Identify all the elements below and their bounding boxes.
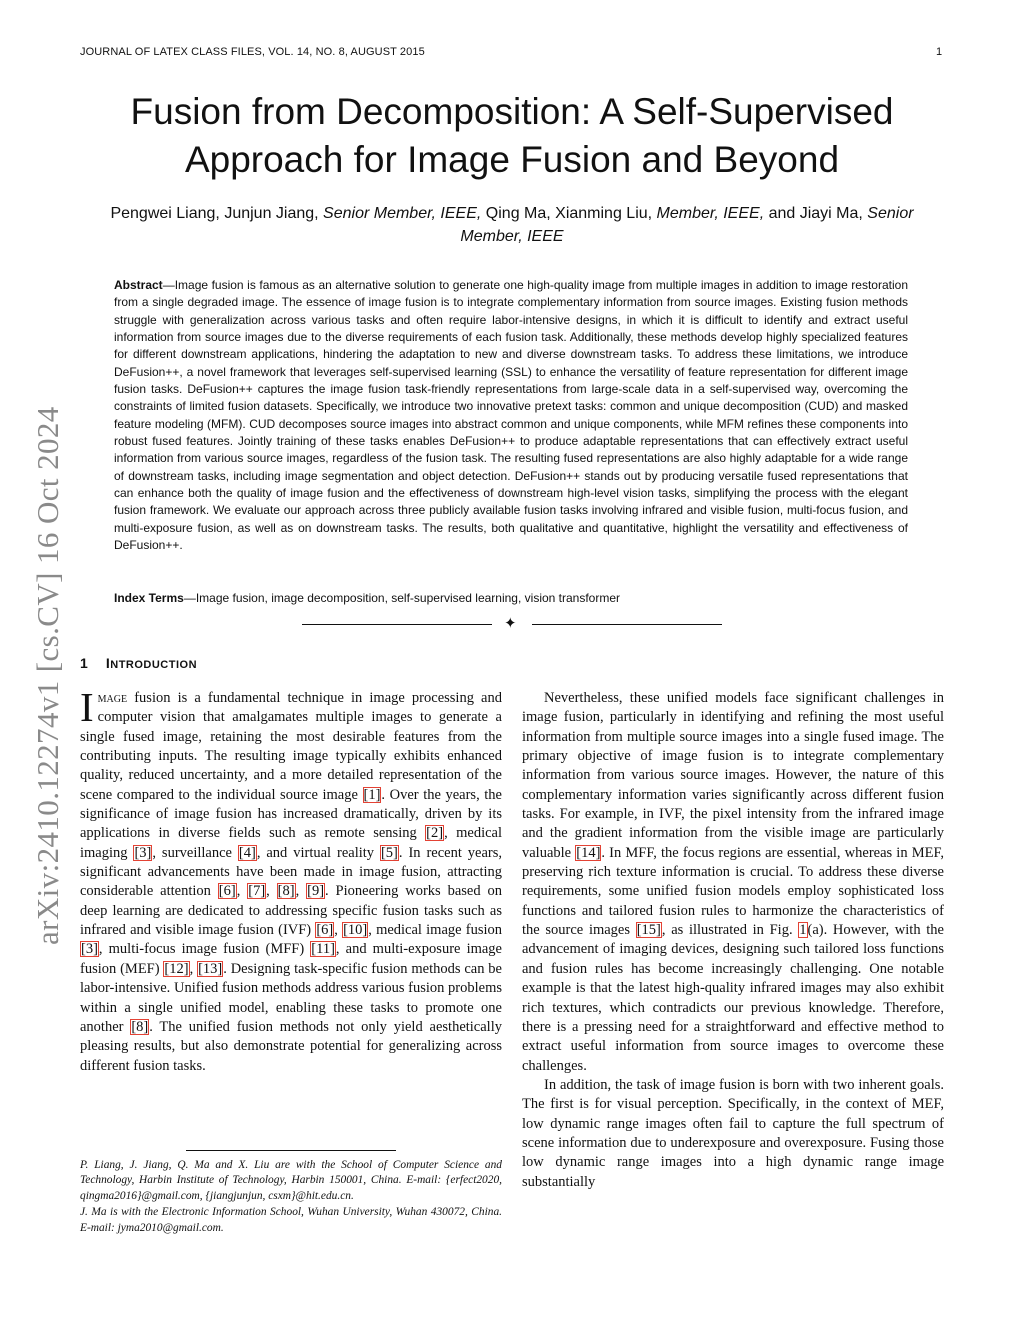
page-number: 1	[936, 46, 943, 58]
author-rank-3: Senior Member, IEEE	[460, 205, 914, 245]
footnote-affiliation-2: J. Ma is with the Electronic Information School, Wuhan University, Wuhan 430072, China. E-mail: jyma2010@gmail.com.	[80, 1206, 502, 1234]
author-list	[80, 202, 944, 248]
citation-link[interactable]: [2]	[426, 825, 444, 842]
citation-link[interactable]: [1]	[363, 786, 381, 803]
section-title-rest: NTRODUCTION	[110, 659, 198, 671]
running-head: JOURNAL OF LATEX CLASS FILES, VOL. 14, NO. 8, AUGUST 2015	[80, 46, 425, 58]
citation-link[interactable]: [6]	[218, 883, 236, 900]
citation-link[interactable]: [8]	[131, 1018, 149, 1035]
citation-link[interactable]: [10]	[343, 922, 368, 939]
index-terms	[114, 590, 908, 607]
section-title-initial: I	[105, 655, 111, 671]
body-text: . In recent years, significant advancements have been made in image fusion, attracting considerable attention	[80, 844, 502, 900]
body-text: ,	[236, 883, 248, 900]
author-rank-2: Member, IEEE,	[656, 205, 765, 222]
citation-link[interactable]: [12]	[164, 960, 189, 977]
citation-link[interactable]: [9]	[307, 883, 325, 900]
body-text: , as illustrated in Fig.	[661, 922, 799, 939]
author-names-3: and Jiayi Ma,	[764, 205, 868, 222]
citation-link[interactable]: [11]	[311, 941, 335, 958]
index-terms-body: —Image fusion, image decomposition, self-supervised learning, vision transformer	[183, 591, 621, 605]
body-column-left	[80, 684, 503, 1076]
separator-rule-left	[302, 624, 492, 625]
footnotes	[80, 1158, 502, 1237]
abstract-body: —Image fusion is famous as an alternative solution to generate one high-quality image from multiple images in addition to image restoration from a single degraded image. The essence of image fusion is to integrate complementary information from source images. Existing fusion methods struggle with generalization across various tasks and often require labor-intensive designs, in which it is difficult to identify and extract useful information from source images due to the diverse requirements of each fusion task. Additionally, these methods develop highly specialized features for different downstream applications, hindering the adaptation to new and diverse downstream tasks. To address these limitations, we introduce DeFusion++, a novel framework that leverages self-supervised learning (SSL) to enhance the versatility of feature representation for different image fusion tasks. DeFusion++ captures the image fusion task-friendly representations from large-scale data in a self-supervised way, overcoming the constraints of limited fusion datasets. Specifically, we introduce two innovative pretext tasks: common and unique decomposition (CUD) and masked feature modeling (MFM). CUD decomposes source images into abstract common and unique components, while MFM refines these components into robust fused features. Jointly training of these tasks enables DeFusion++ to produce adaptable representations that can effectively extract useful information from various source images, regardless of the fusion task. The resulting fused representations are also highly adaptable for a wide range of downstream tasks, including image segmentation and object detection. DeFusion++ stands out by producing versatile fused representations that can enhance both the quality of image fusion and the effectiveness of downstream high-level vision tasks, simplifying the process with the elegant fusion framework. We evaluate our approach across three publicly available fusion tasks involving infrared and visible fusion, multi-focus fusion, and multi-exposure fusion, as well as on downstream tasks. The results, both qualitative and quantitative, highlight the versatility and effectiveness of DeFusion++.	[114, 278, 908, 552]
footnote-affiliation-1: P. Liang, J. Jiang, Q. Ma and X. Liu are with the School of Computer Science and Technology, Harbin Institute of Technology, Harbin 150001, China. E-mail: {erfect2020, qingma2016}@gmail.com, {jiangjunjun, csxm}@hit.edu.cn.	[80, 1159, 502, 1202]
citation-link[interactable]: [14]	[576, 844, 601, 861]
abstract	[114, 277, 908, 554]
body-text: Nevertheless, these unified models face significant challenges in image fusion, particularly in identifying and refining the most useful information from multiple source images into a single fused image. The primary objective of image fusion is to integrate complementary information from various source images. However, the nature of this complementary information varies significantly across different fusion tasks. For example, in IVF, the pixel intensity from the infrared image and the gradient information from the visible image are particularly valuable	[522, 690, 944, 861]
body-text: . Designing task-specific fusion methods can be labor-intensive. Unified fusion methods address various fusion problems within a single unified model, enabling these tasks to promote one another	[80, 960, 502, 1035]
index-terms-label: Index Terms	[114, 591, 184, 605]
body-text: ,	[295, 883, 307, 900]
body-text: . Over the years, the significance of image fusion has increased dramatically, driven by its applications in diverse fields such as remote sensing	[80, 786, 502, 842]
body-text: , surveillance	[152, 844, 238, 861]
body-text: . Pioneering works based on deep learning are dedicated to addressing specific fusion tasks such as infrared and visible image fusion (IVF)	[80, 883, 502, 939]
body-text: , and virtual reality	[256, 844, 380, 861]
author-rank-1: Senior Member, IEEE,	[323, 205, 482, 222]
body-text: . The unified fusion methods not only yield aesthetically pleasing results, but also demonstrate potential for generalizing across different fusion tasks.	[80, 1018, 502, 1074]
body-text: (a). However, with the advancement of imaging devices, designing such tailored loss functions and fusion rules has become increasingly challenging. One notable example is that the latest high-quality infrared images may also exhibit rich textures, which contradicts our previous knowledge. Therefore, there is a pressing need for a straightforward and effective method to extract useful information from source images to overcome these challenges.	[522, 922, 944, 1074]
body-text: , medical image fusion	[368, 922, 503, 939]
body-text: ,	[189, 960, 198, 977]
citation-link[interactable]: [3]	[134, 844, 152, 861]
figure-link[interactable]: 1	[799, 922, 807, 939]
abstract-label: Abstract	[114, 278, 163, 292]
arxiv-identifier-stamp: arXiv:2410.12274v1 [cs.CV] 16 Oct 2024	[30, 406, 65, 945]
section-number: 1	[80, 655, 89, 671]
separator-rule-right	[532, 624, 722, 625]
citation-link[interactable]: [6]	[316, 922, 334, 939]
section-heading	[80, 655, 197, 671]
body-text: fusion is a fundamental technique in image processing and computer vision that amalgamates multiple images to generate a single fused image, retaining the most desirable features from the contributing inputs. The resulting image typically exhibits enhanced quality, reduced uncertainty, and a more detailed representation of the scene compared to the individual source image	[80, 690, 502, 803]
body-column-right	[522, 689, 944, 1192]
lead-in-smallcaps: mage	[97, 690, 128, 706]
body-text: ,	[266, 883, 277, 900]
drop-cap: I	[80, 684, 94, 730]
intro-paragraph-2	[522, 689, 944, 1076]
citation-link[interactable]: [13]	[198, 960, 223, 977]
author-names-2: Qing Ma, Xianming Liu,	[481, 205, 657, 222]
citation-link[interactable]: [15]	[636, 922, 661, 939]
intro-paragraph-3: In addition, the task of image fusion is born with two inherent goals. The first is for visual perception. Specifically, in the context of MEF, low dynamic range images often fail to capture the full spectrum of scene information due to underexposure and overexposure. Fusing those low dynamic range images into a high dynamic range image substantially	[522, 1076, 944, 1190]
title-line-2: Approach for Image Fusion and Beyond	[184, 139, 840, 180]
citation-link[interactable]: [8]	[277, 883, 295, 900]
body-text: , medical imaging	[80, 825, 502, 861]
citation-link[interactable]: [4]	[238, 844, 256, 861]
body-text: , multi-focus image fusion (MFF)	[98, 941, 311, 958]
separator-ornament-icon: ✦	[504, 616, 517, 632]
body-text: , and multi-exposure image fusion (MEF)	[80, 941, 502, 977]
paper-title	[60, 88, 964, 184]
author-names-1: Pengwei Liang, Junjun Jiang,	[110, 205, 324, 222]
body-text: ,	[334, 922, 343, 939]
footnote-rule	[186, 1150, 396, 1151]
citation-link[interactable]: [3]	[81, 941, 98, 958]
citation-link[interactable]: [5]	[380, 844, 398, 861]
intro-paragraph-1	[80, 684, 503, 1076]
citation-link[interactable]: [7]	[248, 883, 266, 900]
section-separator	[302, 616, 722, 634]
title-line-1: Fusion from Decomposition: A Self-Supervised	[130, 91, 894, 132]
body-text: . In MFF, the focus regions are essential, whereas in MEF, preserving rich texture information is crucial. To address these diverse requirements, some unified fusion models employ sophisticated loss functions and tailored fusion rules to harmonize the characteristics of the source images	[522, 844, 944, 939]
